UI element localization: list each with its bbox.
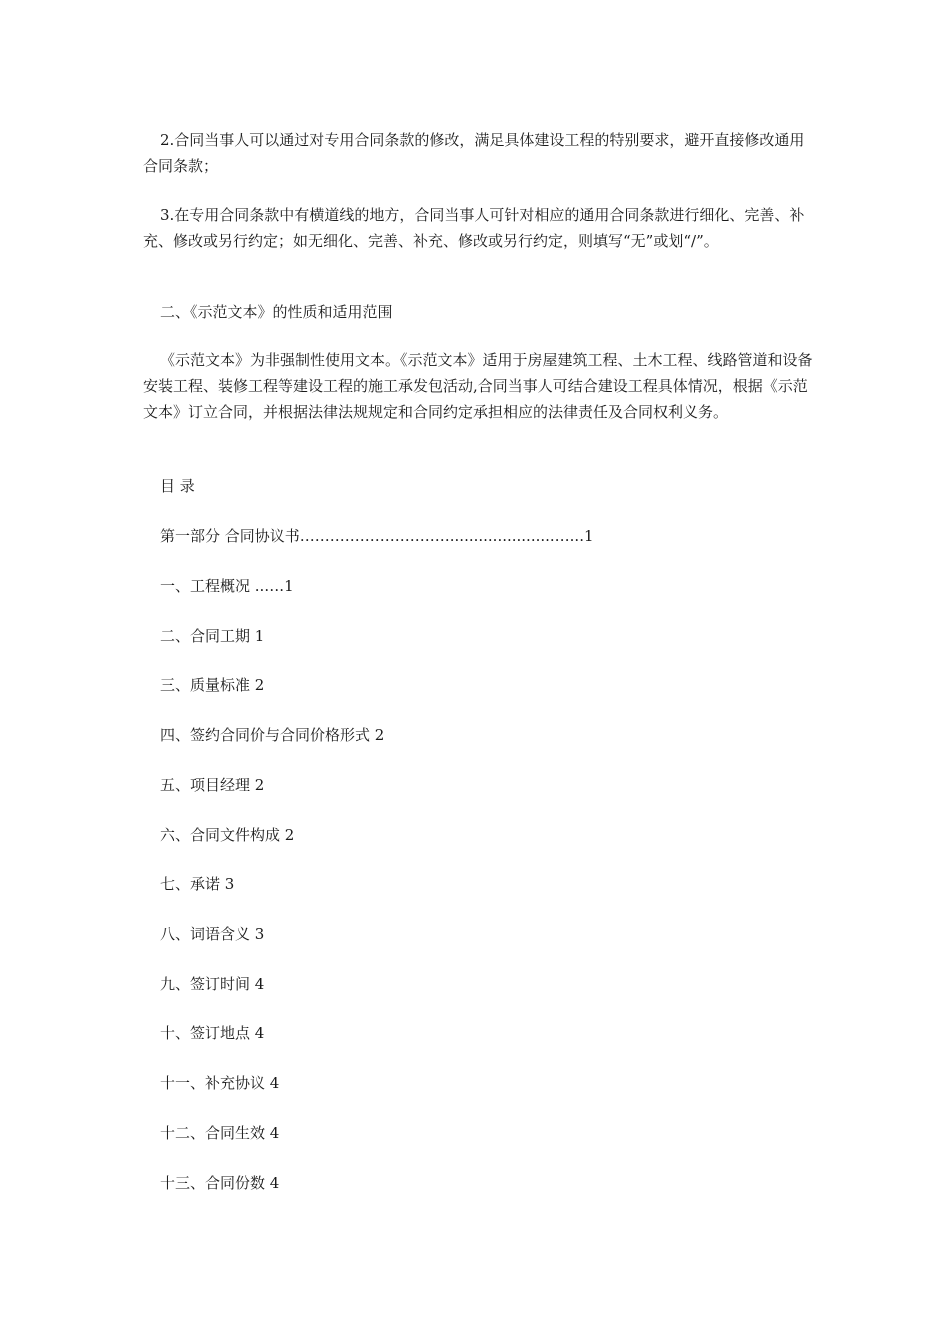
toc-entry: 十、签订地点 4: [160, 1024, 265, 1042]
toc-entry: 十二、合同生效 4: [160, 1124, 280, 1142]
section-heading: 二、《示范文本》的性质和适用范围: [160, 303, 393, 321]
toc-entry: 九、签订时间 4: [160, 975, 265, 993]
toc-entry: 二、合同工期 1: [160, 627, 265, 645]
toc-entry-part-one: 第一部分 合同协议书…………………………......................…...1: [160, 527, 594, 545]
toc-entry: 五、项目经理 2: [160, 776, 265, 794]
toc-entry: 八、词语含义 3: [160, 925, 265, 943]
toc-entry: 十一、补充协议 4: [160, 1074, 280, 1092]
toc-entry: 一、工程概况 ..….1: [160, 577, 294, 595]
paragraph-item-2: 2.合同当事人可以通过对专用合同条款的修改，满足具体建设工程的特别要求，避开直接修改通用合同条款；: [143, 131, 805, 175]
section-body: 《示范文本》为非强制性使用文本。《示范文本》适用于房屋建筑工程、土木工程、线路管道和设备安装工程、装修工程等建设工程的施工承发包活动,合同当事人可结合建设工程具体情况，根据《示范文本》订立合同，并根据法律法规规定和合同约定承担相应的法律责任及合同权利义务。: [143, 351, 813, 421]
toc-entry: 三、质量标准 2: [160, 676, 265, 694]
toc-entry: 六、合同文件构成 2: [160, 826, 295, 844]
toc-entry: 十三、合同份数 4: [160, 1174, 280, 1192]
toc-title: 目 录: [160, 477, 195, 495]
paragraph-item-3: 3.在专用合同条款中有横道线的地方，合同当事人可针对相应的通用合同条款进行细化、完善、补充、修改或另行约定；如无细化、完善、补充、修改或另行约定，则填写“无”或划“/”。: [143, 206, 805, 250]
toc-entry: 七、承诺 3: [160, 875, 235, 893]
toc-entry: 四、签约合同价与合同价格形式 2: [160, 726, 385, 744]
